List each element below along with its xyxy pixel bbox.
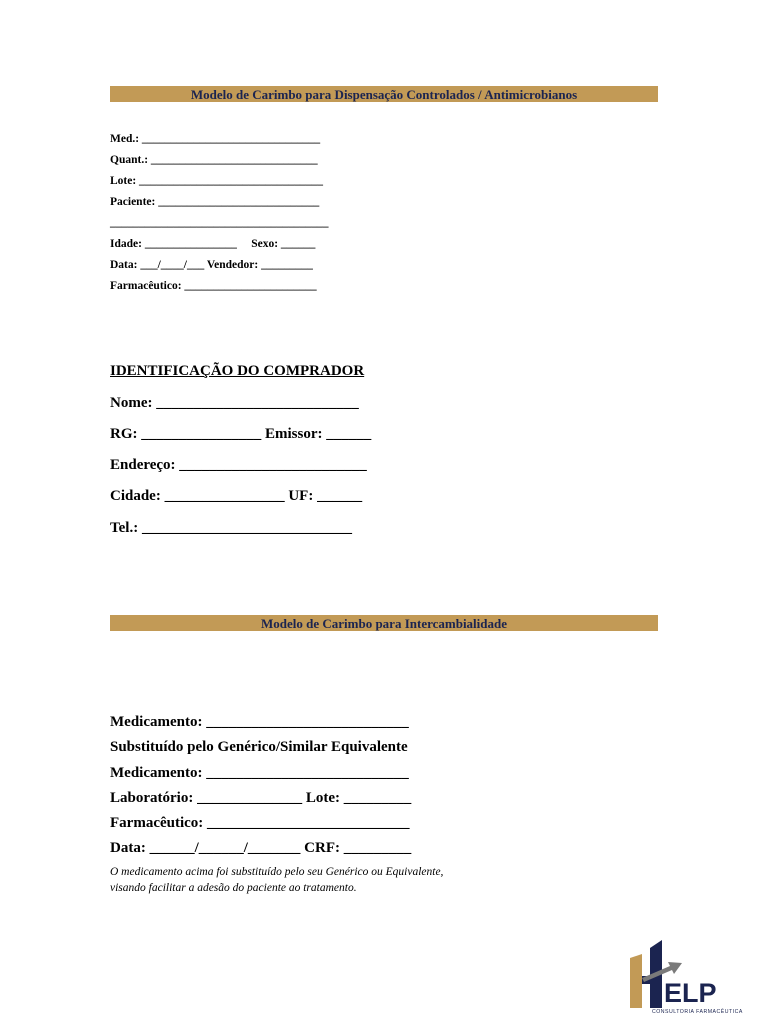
field-paciente: Paciente: ____________________________ bbox=[110, 196, 320, 208]
buyer-tel: Tel.: ____________________________ bbox=[110, 520, 352, 536]
buyer-nome: Nome: ___________________________ bbox=[110, 395, 359, 411]
buyer-cidade-uf: Cidade: ________________ UF: ______ bbox=[110, 488, 363, 504]
help-logo-mark bbox=[628, 936, 748, 1014]
field-laboratorio-lote: Laboratório: ______________ Lote: _________ bbox=[110, 790, 412, 806]
field-medicamento-substituto: Medicamento: ___________________________ bbox=[110, 765, 409, 781]
substitution-label: Substituído pelo Genérico/Similar Equivalente bbox=[110, 739, 408, 755]
field-paciente-continued: ______________________________________ bbox=[110, 217, 329, 229]
buyer-heading: IDENTIFICAÇÃO DO COMPRADOR bbox=[110, 363, 365, 379]
stamp-interchange-title: Modelo de Carimbo para Intercambialidade bbox=[110, 615, 658, 631]
stamp-controlled-title: Modelo de Carimbo para Dispensação Controlados / Antimicrobianos bbox=[110, 86, 658, 102]
buyer-rg-emissor: RG: ________________ Emissor: ______ bbox=[110, 426, 372, 442]
field-idade-sexo: Idade: ________________ Sexo: ______ bbox=[110, 238, 316, 250]
field-med: Med.: _______________________________ bbox=[110, 133, 321, 145]
logo-letters: ELP bbox=[664, 978, 717, 1008]
field-lote: Lote: ________________________________ bbox=[110, 175, 324, 187]
buyer-endereco: Endereço: _________________________ bbox=[110, 457, 367, 473]
field-medicamento-original: Medicamento: ___________________________ bbox=[110, 714, 409, 730]
field-farmaceutico-2: Farmacêutico: ___________________________ bbox=[110, 815, 410, 831]
field-quant: Quant.: _____________________________ bbox=[110, 154, 318, 166]
field-data-vendedor: Data: ___/____/___ Vendedor: _________ bbox=[110, 259, 313, 271]
logo-tagline: CONSULTORIA FARMACÊUTICA bbox=[652, 1009, 743, 1014]
field-farmaceutico: Farmacêutico: _______________________ bbox=[110, 280, 317, 292]
substitution-note: O medicamento acima foi substituído pelo seu Genérico ou Equivalente, visando facilitar a adesão do paciente ao tratamento. bbox=[110, 866, 444, 894]
help-logo bbox=[628, 936, 748, 1014]
field-data-crf: Data: ______/______/_______ CRF: _________ bbox=[110, 840, 412, 856]
